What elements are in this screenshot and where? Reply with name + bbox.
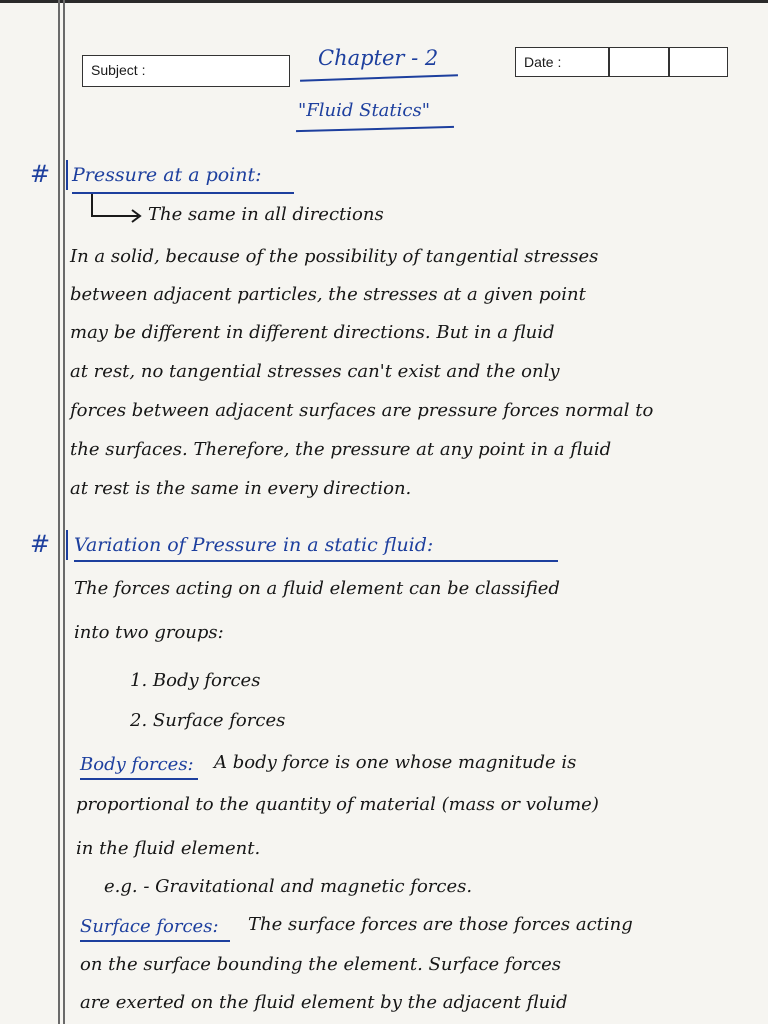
date-box [515, 47, 728, 77]
title-underline [296, 126, 454, 132]
page-title: "Fluid Statics" [298, 100, 431, 121]
list-item: 1. Body forces [130, 670, 261, 691]
text-line: A body force is one whose magnitude is [214, 752, 577, 773]
text-line: proportional to the quantity of material (mass or volume) [76, 794, 599, 815]
date-cell-divider [668, 48, 670, 76]
date-cell-divider [608, 48, 610, 76]
text-line: in the fluid element. [76, 838, 261, 859]
heading-bar [66, 160, 68, 190]
example-line: e.g. - Gravitational and magnetic forces. [104, 876, 473, 897]
arrow-icon [88, 192, 144, 224]
heading-bar [66, 530, 68, 560]
label-underline [80, 940, 230, 942]
text-line: In a solid, because of the possibility of tangential stresses [70, 246, 599, 267]
section-hash: # [30, 530, 51, 558]
text-line: into two groups: [74, 622, 224, 643]
section-heading-variation: Variation of Pressure in a static fluid: [74, 534, 434, 556]
text-line: The forces acting on a fluid element can be classified [74, 578, 560, 599]
date-label: Date : [524, 54, 562, 70]
arrow-note: The same in all directions [148, 204, 384, 225]
chapter-title: Chapter - 2 [318, 46, 439, 70]
text-line: The surface forces are those forces acting [248, 914, 633, 935]
label-underline [80, 778, 198, 780]
text-line: are exerted on the fluid element by the adjacent fluid [80, 992, 568, 1013]
heading-underline [74, 560, 558, 562]
section-hash: # [30, 160, 51, 188]
subject-label: Subject : [91, 62, 146, 78]
text-line: at rest, no tangential stresses can't exist and the only [70, 361, 560, 382]
body-forces-label: Body forces: [80, 754, 194, 775]
subject-box [82, 55, 290, 87]
text-line: forces between adjacent surfaces are pressure forces normal to [70, 400, 654, 421]
margin-line-left [58, 0, 60, 1024]
text-line: the surfaces. Therefore, the pressure at any point in a fluid [70, 439, 612, 460]
margin-line-right [63, 0, 65, 1024]
text-line: between adjacent particles, the stresses at a given point [70, 284, 586, 305]
chapter-underline [300, 74, 458, 82]
section-heading-pressure-point: Pressure at a point: [72, 164, 262, 186]
text-line: may be different in different directions. But in a fluid [70, 322, 555, 343]
page-top-edge [0, 0, 768, 3]
list-item: 2. Surface forces [130, 710, 286, 731]
text-line: at rest is the same in every direction. [70, 478, 412, 499]
text-line: on the surface bounding the element. Surface forces [80, 954, 561, 975]
surface-forces-label: Surface forces: [80, 916, 219, 937]
